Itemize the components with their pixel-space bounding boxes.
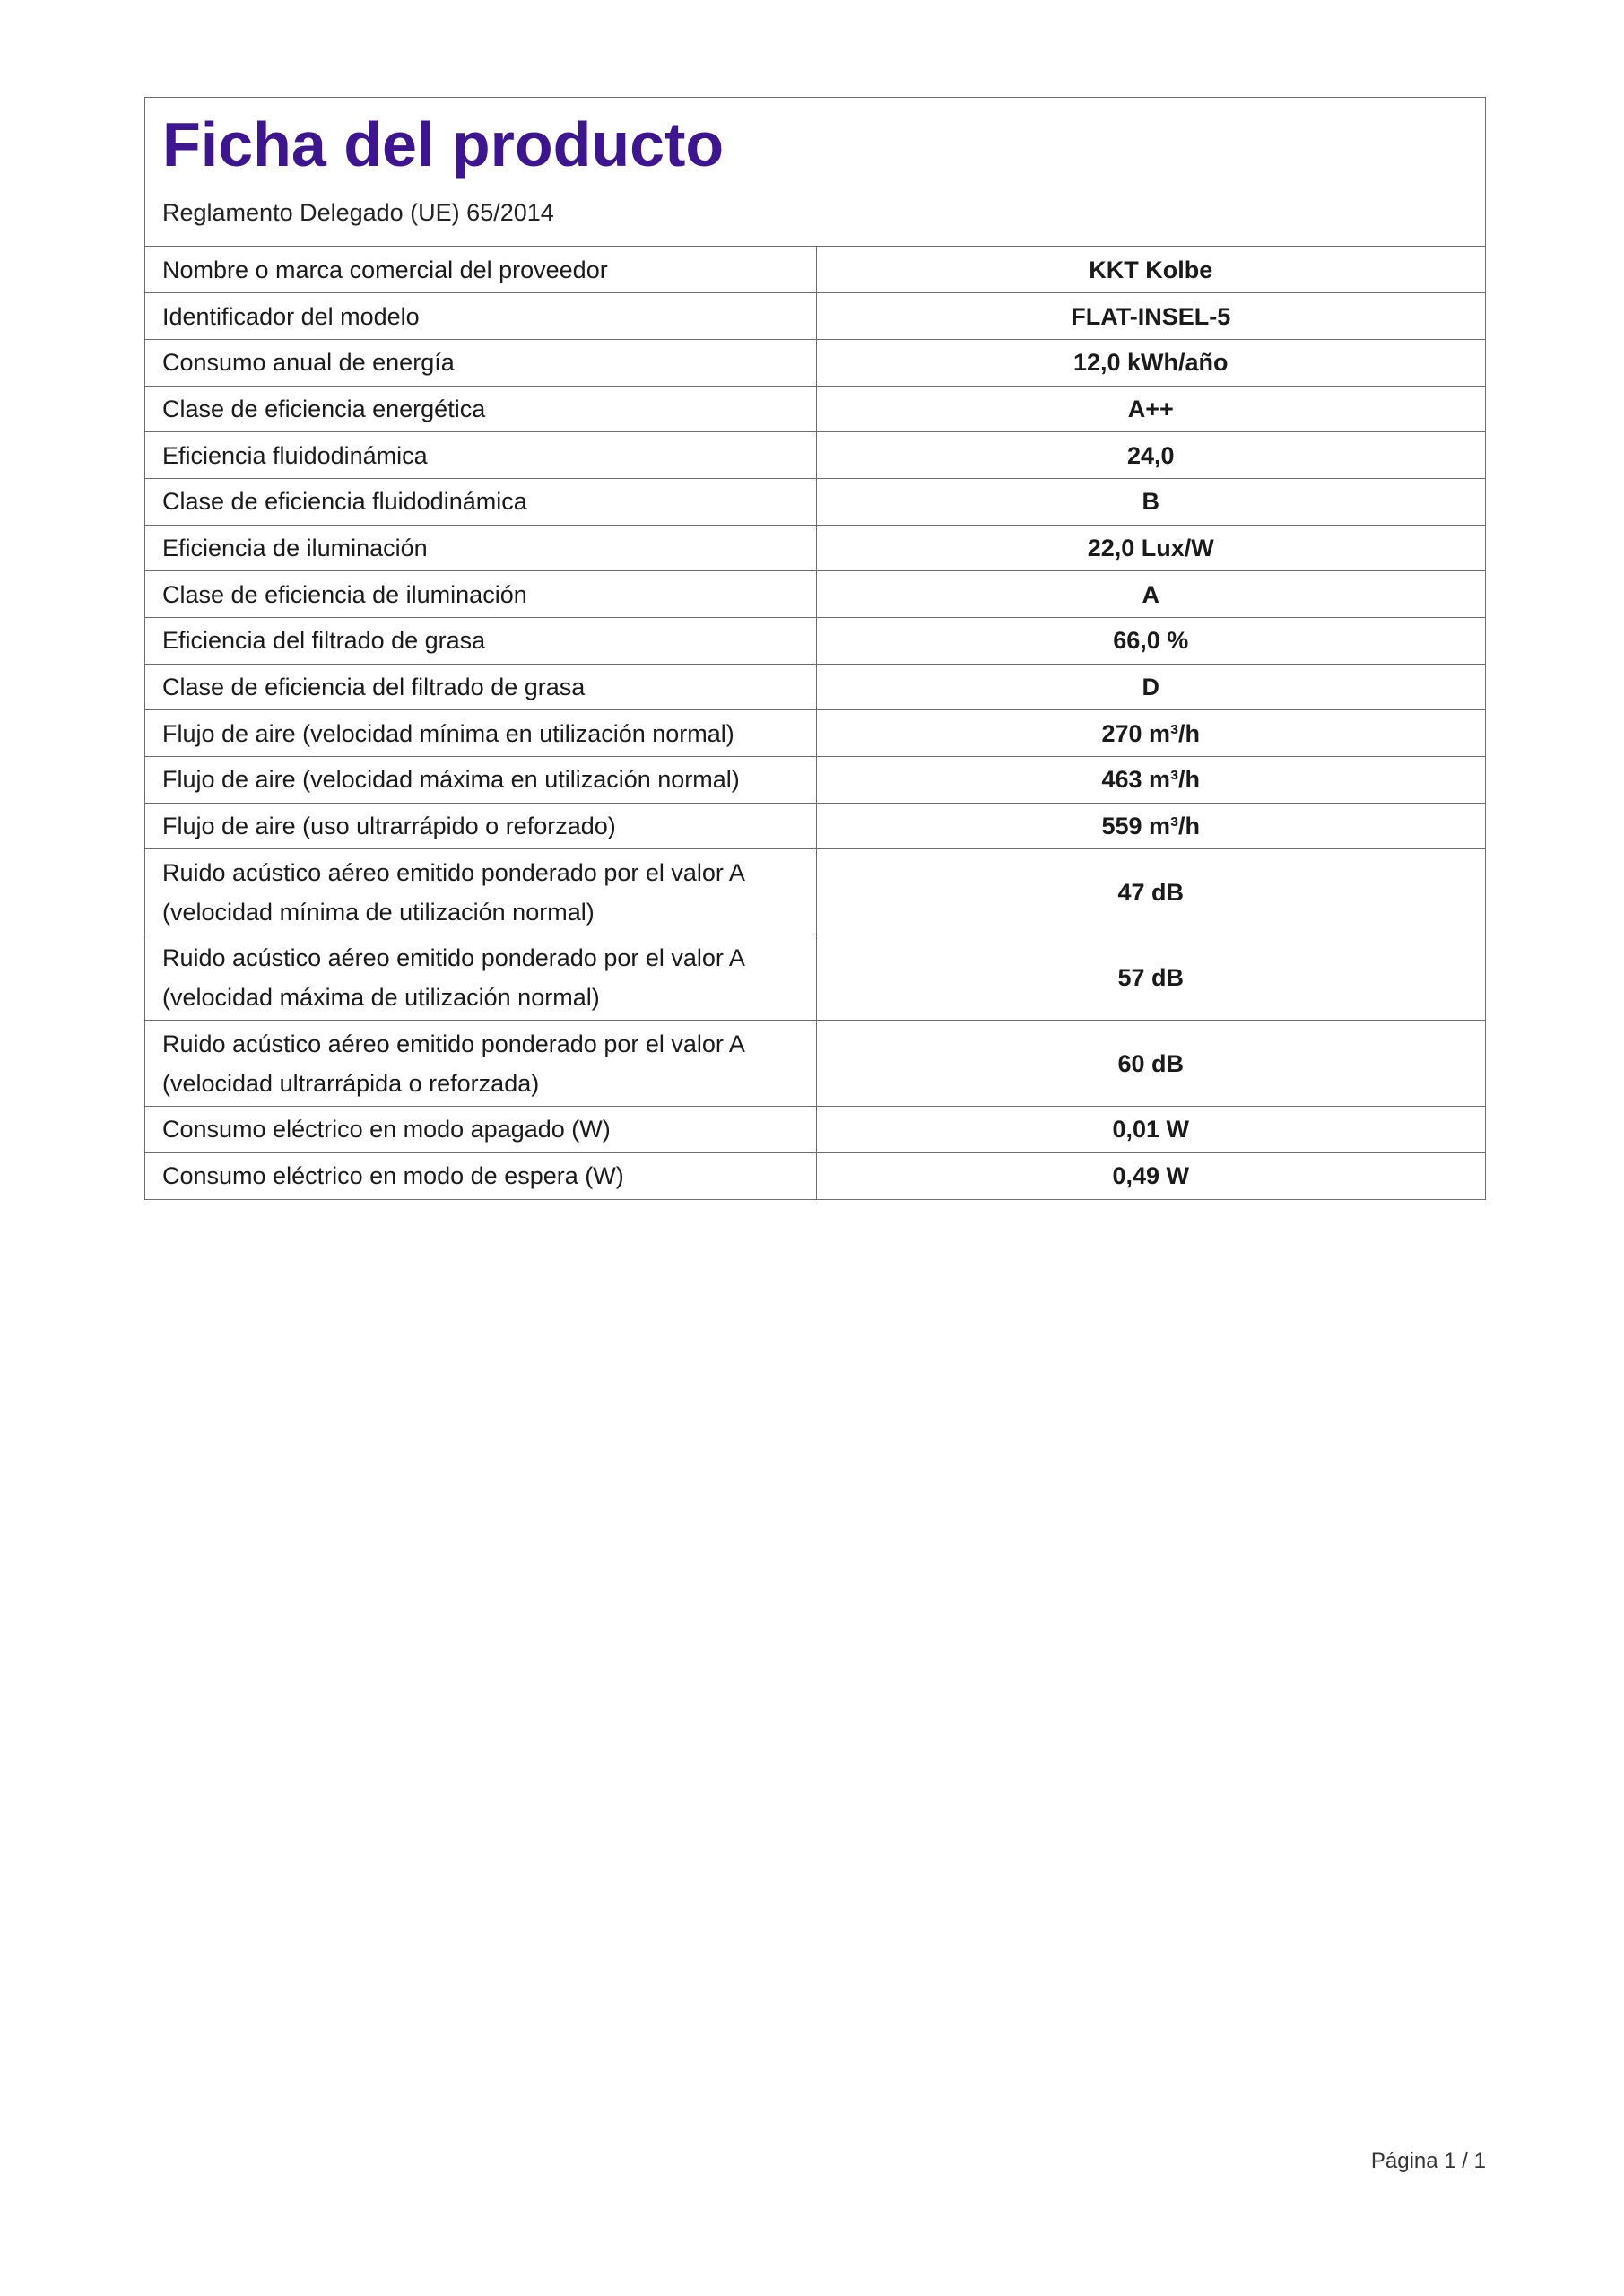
row-value: 66,0 % xyxy=(816,618,1485,665)
row-label: Flujo de aire (uso ultrarrápido o reforzado) xyxy=(145,803,816,849)
page-title: Ficha del producto xyxy=(162,109,725,179)
row-label: Clase de eficiencia de iluminación xyxy=(145,571,816,618)
table-row xyxy=(145,571,1485,618)
row-value: 270 m³/h xyxy=(816,710,1485,757)
row-value: B xyxy=(816,478,1485,525)
sheet-header xyxy=(145,98,1485,247)
row-value: A xyxy=(816,571,1485,618)
row-label: Flujo de aire (velocidad mínima en utilización normal) xyxy=(145,710,816,757)
row-label: Eficiencia del filtrado de grasa xyxy=(145,618,816,665)
row-label: Ruido acústico aéreo emitido ponderado por el valor A (velocidad ultrarrápida o reforzada) xyxy=(145,1021,816,1107)
table-row xyxy=(145,757,1485,804)
table-row xyxy=(145,1021,1485,1107)
row-value: A++ xyxy=(816,386,1485,432)
table-row xyxy=(145,478,1485,525)
table-row xyxy=(145,525,1485,571)
row-value: 463 m³/h xyxy=(816,757,1485,804)
row-label: Eficiencia de iluminación xyxy=(145,525,816,571)
row-label: Clase de eficiencia energética xyxy=(145,386,816,432)
row-label: Clase de eficiencia del filtrado de grasa xyxy=(145,664,816,710)
table-row xyxy=(145,849,1485,935)
page-number: Página 1 / 1 xyxy=(1370,2149,1486,2173)
row-value: 57 dB xyxy=(816,935,1485,1021)
row-label: Ruido acústico aéreo emitido ponderado por el valor A (velocidad mínima de utilización normal) xyxy=(145,849,816,935)
table-row xyxy=(145,293,1485,340)
row-value: 60 dB xyxy=(816,1021,1485,1107)
row-value: 559 m³/h xyxy=(816,803,1485,849)
row-label: Eficiencia fluidodinámica xyxy=(145,432,816,479)
row-label: Ruido acústico aéreo emitido ponderado por el valor A (velocidad máxima de utilización normal) xyxy=(145,935,816,1021)
table-row xyxy=(145,339,1485,386)
row-value: 0,01 W xyxy=(816,1106,1485,1152)
table-row xyxy=(145,386,1485,432)
product-sheet xyxy=(144,97,1486,1200)
row-value: 47 dB xyxy=(816,849,1485,935)
row-value: 24,0 xyxy=(816,432,1485,479)
row-value: 12,0 kWh/año xyxy=(816,339,1485,386)
row-value: KKT Kolbe xyxy=(816,247,1485,293)
row-label: Flujo de aire (velocidad máxima en utilización normal) xyxy=(145,757,816,804)
table-row xyxy=(145,247,1485,293)
regulation-subtitle: Reglamento Delegado (UE) 65/2014 xyxy=(162,199,554,226)
table-row xyxy=(145,935,1485,1021)
table-row xyxy=(145,1106,1485,1152)
row-value: FLAT-INSEL-5 xyxy=(816,293,1485,340)
row-value: D xyxy=(816,664,1485,710)
row-label: Consumo anual de energía xyxy=(145,339,816,386)
table-row xyxy=(145,1152,1485,1199)
table-row xyxy=(145,618,1485,665)
table-row xyxy=(145,710,1485,757)
table-row xyxy=(145,432,1485,479)
row-value: 0,49 W xyxy=(1112,1162,1190,1190)
row-value: 22,0 Lux/W xyxy=(816,525,1485,571)
row-label: Consumo eléctrico en modo apagado (W) xyxy=(145,1106,816,1152)
row-label: Identificador del modelo xyxy=(145,293,816,340)
product-table xyxy=(145,247,1485,1199)
row-label: Consumo eléctrico en modo de espera (W) xyxy=(145,1152,816,1199)
table-row xyxy=(145,664,1485,710)
row-label: Clase de eficiencia fluidodinámica xyxy=(145,478,816,525)
row-label: Nombre o marca comercial del proveedor xyxy=(145,247,816,293)
table-row xyxy=(145,803,1485,849)
